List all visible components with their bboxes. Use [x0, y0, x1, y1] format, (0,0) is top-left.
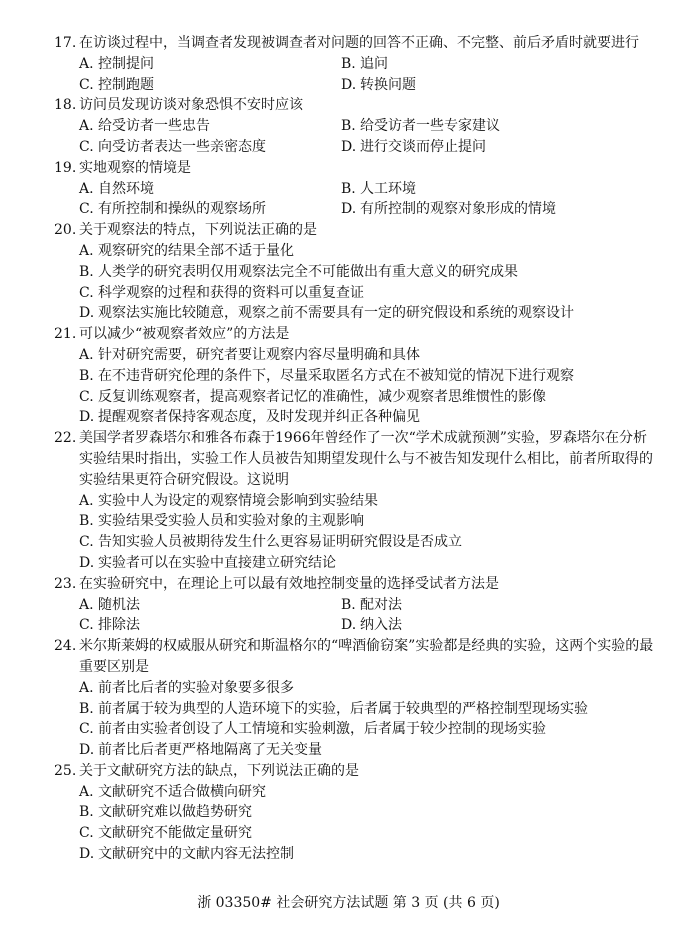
option-letter: B.	[79, 367, 94, 384]
option-letter: B.	[341, 118, 356, 135]
option-a	[79, 595, 341, 616]
option-text: 有所控制和操纵的观察场所	[98, 201, 266, 218]
question-text: 实地观察的情境是	[79, 159, 191, 176]
question-number: 19.	[54, 159, 77, 176]
option-letter: D.	[79, 846, 95, 863]
option-list	[79, 179, 657, 221]
option-text: 反复训练观察者，提高观察者记忆的准确性，减少观察者思维惯性的影像	[98, 388, 546, 405]
question-number: 25.	[54, 762, 77, 779]
option-text: 人工环境	[360, 180, 416, 197]
option-letter: B.	[341, 180, 356, 197]
question-23	[54, 574, 657, 636]
question-stem	[54, 33, 657, 54]
option-text: 纳入法	[360, 617, 402, 634]
option-a	[79, 345, 657, 366]
option-row	[79, 137, 657, 158]
option-d	[341, 75, 657, 96]
question-number: 18.	[54, 97, 77, 114]
option-letter: A.	[79, 118, 94, 135]
question-20	[54, 220, 657, 324]
question-text: 在实验研究中，在理论上可以最有效地控制变量的选择受试者方法是	[79, 575, 499, 592]
option-a	[79, 179, 341, 200]
question-stem	[54, 95, 657, 116]
option-b	[79, 802, 657, 823]
option-text: 给受访者一些忠告	[98, 118, 210, 135]
option-list	[79, 782, 657, 865]
question-stem	[54, 324, 657, 345]
question-19	[54, 158, 657, 220]
option-text: 进行交谈而停止提问	[360, 138, 486, 155]
question-17	[54, 33, 657, 95]
option-a	[79, 491, 657, 512]
option-letter: C.	[79, 388, 94, 405]
option-text: 在不违背研究伦理的条件下，尽量采取匿名方式在不被知觉的情况下进行观察	[98, 367, 574, 384]
option-list	[79, 345, 657, 428]
option-c	[79, 615, 341, 636]
option-text: 前者比后者更严格地隔离了无关变量	[98, 742, 322, 759]
option-letter: C.	[79, 284, 94, 301]
option-d	[341, 615, 657, 636]
question-number: 23.	[54, 575, 77, 592]
option-b	[341, 116, 657, 137]
option-text: 前者属于较为典型的人造环境下的实验，后者属于较典型的严格控制型现场实验	[98, 700, 588, 717]
option-d	[79, 740, 657, 761]
question-22	[54, 428, 657, 574]
option-d	[341, 199, 657, 220]
option-c	[79, 823, 657, 844]
question-text: 关于文献研究方法的缺点，下列说法正确的是	[79, 762, 359, 779]
option-text: 观察法实施比较随意，观察之前不需要具有一定的研究假设和系统的观察设计	[98, 305, 574, 322]
option-b	[341, 54, 657, 75]
question-stem	[54, 428, 657, 490]
option-text: 实验者可以在实验中直接建立研究结论	[98, 554, 336, 571]
option-letter: D.	[341, 617, 357, 634]
question-25	[54, 761, 657, 865]
option-row	[79, 75, 657, 96]
option-letter: B.	[79, 513, 94, 530]
option-list	[79, 491, 657, 574]
option-a	[79, 54, 341, 75]
option-letter: D.	[79, 554, 95, 571]
option-row	[79, 54, 657, 75]
option-letter: D.	[341, 201, 357, 218]
option-text: 告知实验人员被期待发生什么更容易证明研究假设是否成立	[98, 534, 462, 551]
question-18	[54, 95, 657, 157]
option-list	[79, 241, 657, 324]
option-letter: D.	[79, 409, 95, 426]
option-text: 配对法	[360, 596, 402, 613]
option-a	[79, 241, 657, 262]
option-text: 向受访者表达一些亲密态度	[98, 138, 266, 155]
question-number: 24.	[54, 638, 77, 655]
option-letter: D.	[79, 742, 95, 759]
question-text: 可以减少“被观察者效应”的方法是	[79, 326, 290, 343]
option-row	[79, 199, 657, 220]
option-letter: D.	[341, 76, 357, 93]
option-letter: A.	[79, 242, 94, 259]
option-letter: C.	[79, 201, 94, 218]
option-letter: A.	[79, 492, 94, 509]
option-letter: B.	[341, 596, 356, 613]
option-text: 科学观察的过程和获得的资料可以重复查证	[98, 284, 364, 301]
question-number: 20.	[54, 222, 77, 239]
option-b	[79, 366, 657, 387]
option-letter: A.	[79, 679, 94, 696]
option-letter: C.	[79, 138, 94, 155]
option-d	[341, 137, 657, 158]
option-list	[79, 678, 657, 761]
question-stem	[54, 574, 657, 595]
option-text: 文献研究不能做定量研究	[98, 825, 252, 842]
option-text: 提醒观察者保持客观态度，及时发现并纠正各种偏见	[98, 409, 420, 426]
option-text: 控制提问	[98, 55, 154, 72]
option-text: 排除法	[98, 617, 140, 634]
question-text: 米尔斯莱姆的权威服从研究和斯温格尔的“啤酒偷窃案”实验都是经典的实验，这两个实验的最重要区别是	[79, 638, 654, 675]
option-text: 人类学的研究表明仅用观察法完全不可能做出有重大意义的研究成果	[98, 263, 518, 280]
option-text: 实验中人为设定的观察情境会影响到实验结果	[98, 492, 378, 509]
option-c	[79, 137, 341, 158]
option-letter: C.	[79, 825, 94, 842]
option-row	[79, 615, 657, 636]
option-letter: C.	[79, 721, 94, 738]
option-letter: C.	[79, 617, 94, 634]
option-d	[79, 844, 657, 865]
question-stem	[54, 761, 657, 782]
option-letter: A.	[79, 55, 94, 72]
option-list	[79, 54, 657, 96]
option-a	[79, 782, 657, 803]
option-letter: B.	[79, 263, 94, 280]
option-b	[341, 179, 657, 200]
option-c	[79, 387, 657, 408]
option-letter: B.	[79, 804, 94, 821]
question-24	[54, 636, 657, 761]
option-a	[79, 116, 341, 137]
option-c	[79, 199, 341, 220]
option-text: 控制跑题	[98, 76, 154, 93]
question-number: 22.	[54, 430, 77, 447]
option-text: 文献研究难以做趋势研究	[98, 804, 252, 821]
option-d	[79, 553, 657, 574]
question-number: 17.	[54, 35, 77, 51]
option-text: 转换问题	[360, 76, 416, 93]
option-c	[79, 283, 657, 304]
question-stem	[54, 636, 657, 678]
option-text: 文献研究不适合做横向研究	[98, 783, 266, 800]
option-letter: D.	[341, 138, 357, 155]
option-b	[79, 511, 657, 532]
question-text: 访问员发现访谈对象恐惧不安时应该	[79, 97, 303, 114]
option-letter: A.	[79, 783, 94, 800]
option-letter: C.	[79, 76, 94, 93]
option-b	[79, 699, 657, 720]
option-letter: B.	[341, 55, 356, 72]
option-letter: D.	[79, 305, 95, 322]
option-text: 针对研究需要，研究者要让观察内容尽量明确和具体	[98, 346, 420, 363]
option-b	[79, 262, 657, 283]
question-stem	[54, 220, 657, 241]
option-list	[79, 595, 657, 637]
question-stem	[54, 158, 657, 179]
question-number: 21.	[54, 326, 77, 343]
page-footer: 浙 03350# 社会研究方法试题 第 3 页 (共 6 页)	[197, 895, 500, 911]
option-text: 给受访者一些专家建议	[360, 118, 500, 135]
option-text: 追问	[360, 55, 388, 72]
option-c	[79, 719, 657, 740]
question-list	[54, 33, 657, 865]
question-text: 美国学者罗森塔尔和雅各布森于1966年曾经作了一次“学术成就预测”实验，罗森塔尔在分析实验结果时指出，实验工作人员被告知期望发现什么与不被告知发现什么相比，前者所取得的实验结果更符合研究假设。这说明	[79, 430, 653, 488]
option-row	[79, 179, 657, 200]
option-text: 前者由实验者创设了人工情境和实验刺激，后者属于较少控制的现场实验	[98, 721, 546, 738]
option-letter: B.	[79, 700, 94, 717]
option-text: 前者比后者的实验对象要多很多	[98, 679, 294, 696]
option-text: 有所控制的观察对象形成的情境	[360, 201, 556, 218]
question-text: 关于观察法的特点，下列说法正确的是	[79, 222, 317, 239]
option-letter: C.	[79, 534, 94, 551]
option-c	[79, 75, 341, 96]
question-text: 在访谈过程中，当调查者发现被调查者对问题的回答不正确、不完整、前后矛盾时就要进行	[79, 35, 639, 51]
option-text: 实验结果受实验人员和实验对象的主观影响	[98, 513, 364, 530]
option-list	[79, 116, 657, 158]
option-a	[79, 678, 657, 699]
option-letter: A.	[79, 346, 94, 363]
option-text: 观察研究的结果全部不适于量化	[98, 242, 294, 259]
question-21	[54, 324, 657, 428]
option-row	[79, 116, 657, 137]
option-text: 文献研究中的文献内容无法控制	[98, 846, 294, 863]
option-d	[79, 407, 657, 428]
option-d	[79, 303, 657, 324]
option-text: 随机法	[98, 596, 140, 613]
option-letter: A.	[79, 596, 94, 613]
option-b	[341, 595, 657, 616]
option-text: 自然环境	[98, 180, 154, 197]
option-letter: A.	[79, 180, 94, 197]
option-c	[79, 532, 657, 553]
option-row	[79, 595, 657, 616]
